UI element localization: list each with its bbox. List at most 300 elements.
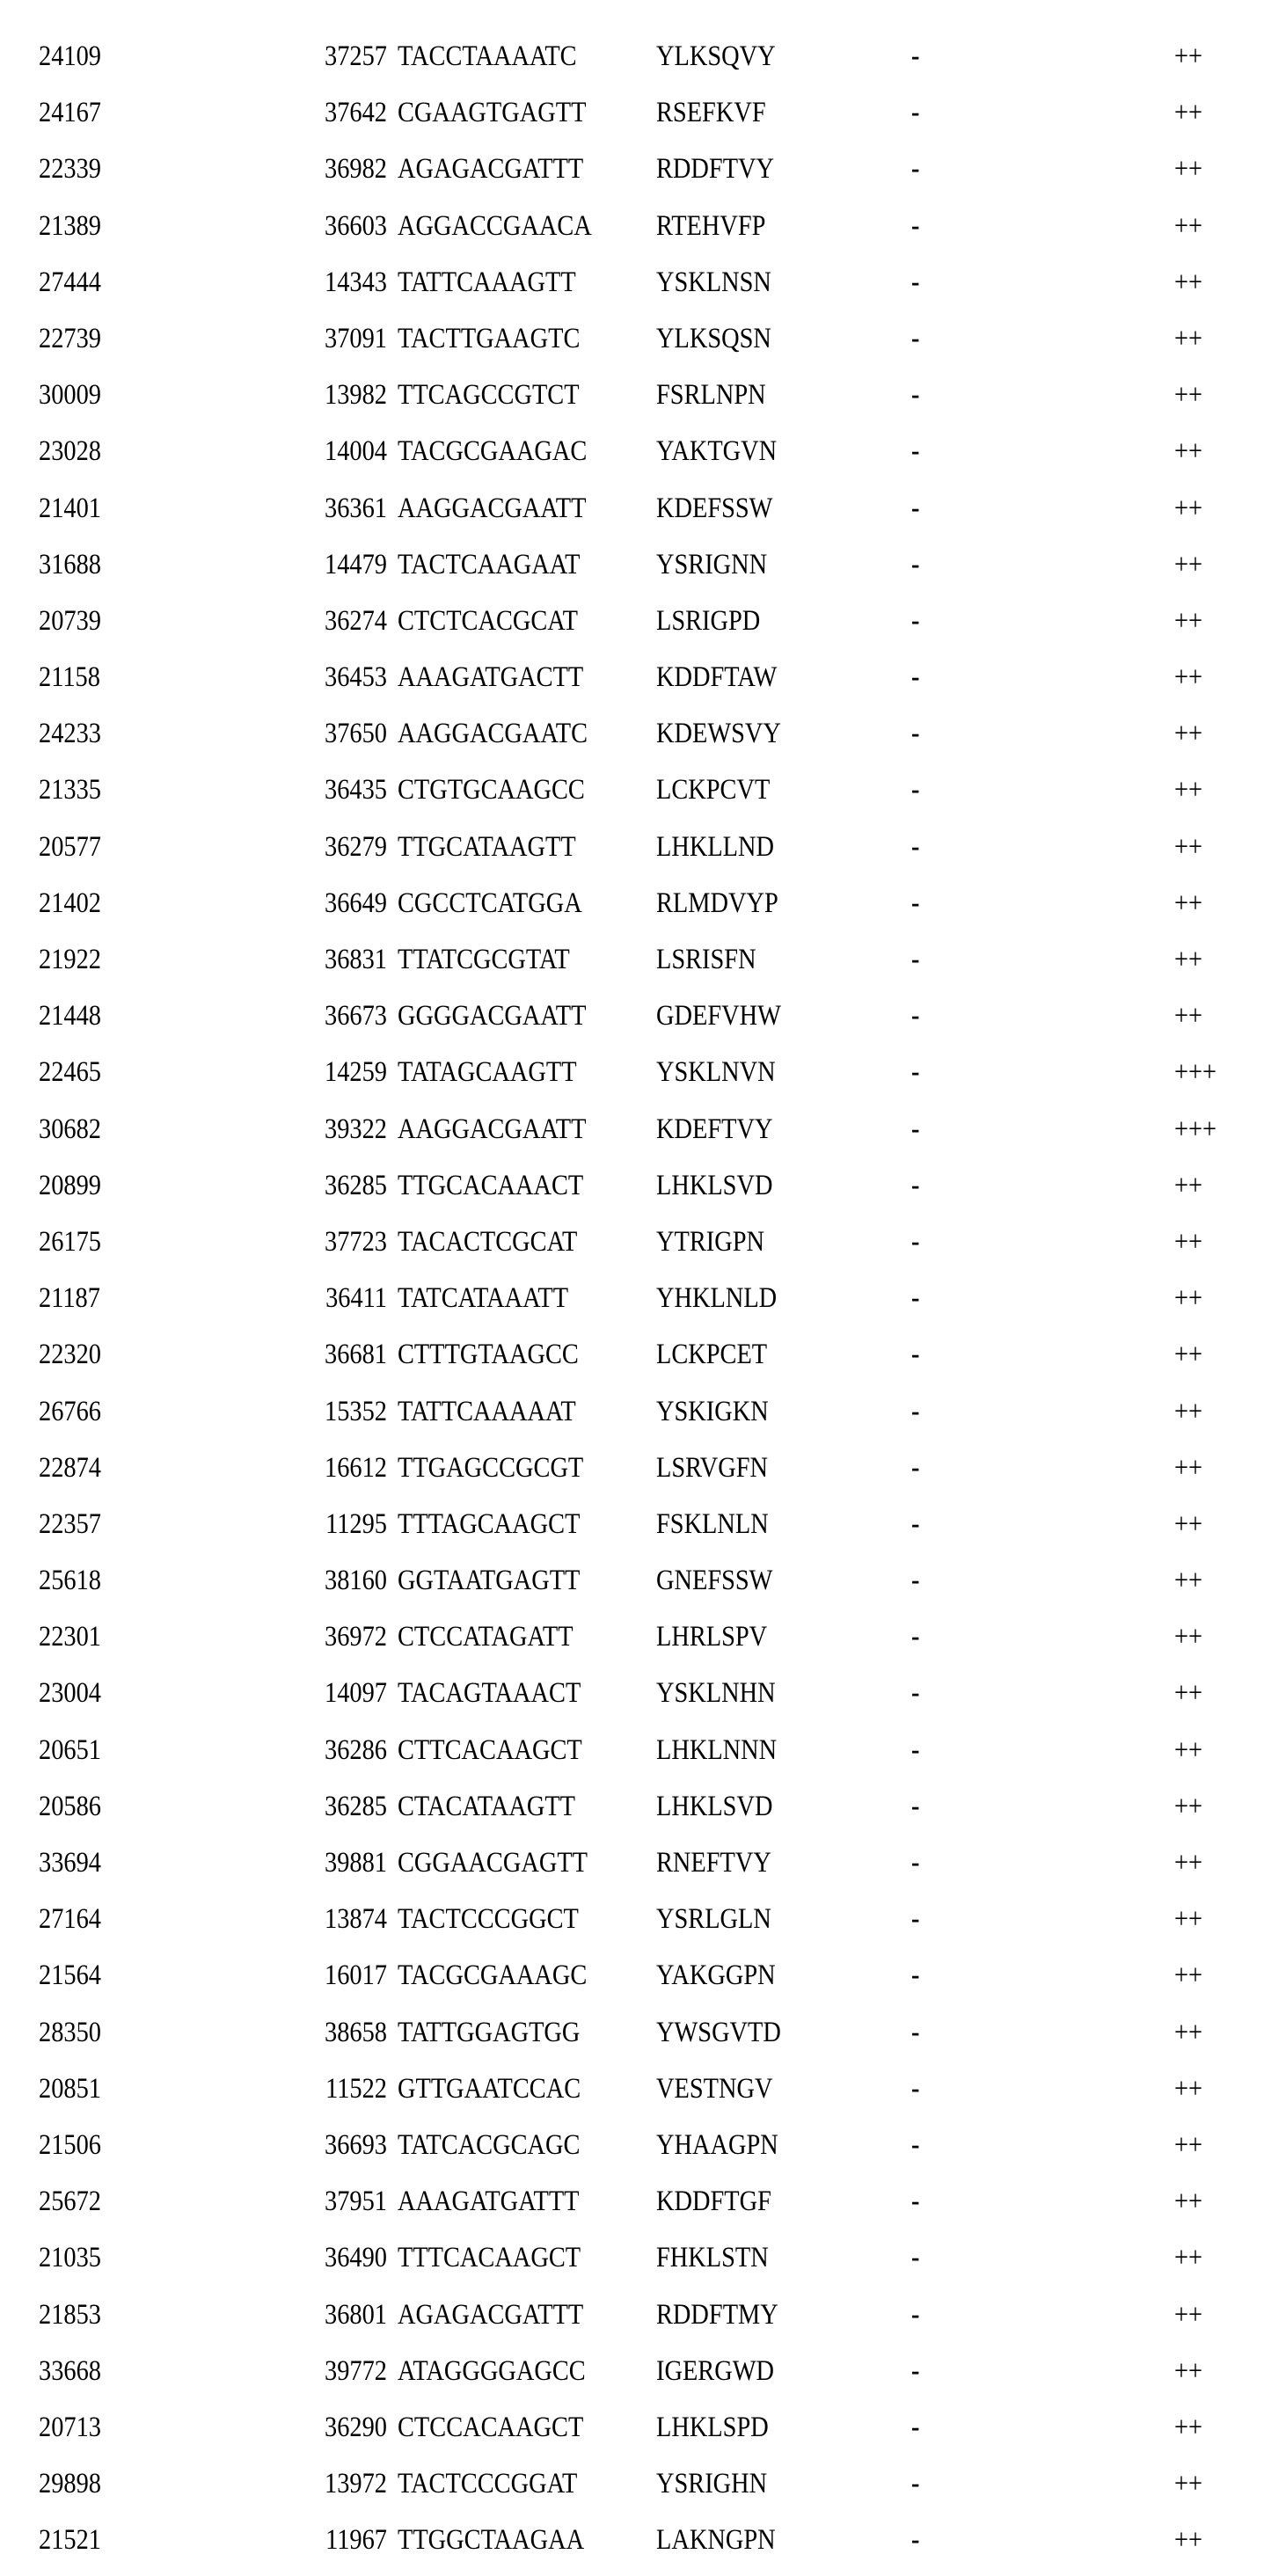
table-row (0, 1894, 1264, 1951)
table-row (0, 2177, 1264, 2233)
nucleotide-cell (398, 1161, 654, 1210)
peptide-sequence: GNEFSSW (656, 1556, 772, 1605)
negative-mark: - (911, 484, 919, 533)
row-id: 21922 (39, 935, 101, 984)
table-row (0, 991, 1264, 1047)
activity-score: ++ (1174, 258, 1202, 307)
table-row (0, 1047, 1264, 1104)
position: 37650 (281, 709, 387, 758)
nucleotide-sequence: TTCAGCCGTCT (398, 370, 580, 420)
row-id: 29898 (39, 2459, 101, 2508)
peptide-sequence: YAKTGVN (656, 427, 777, 476)
negative-mark: - (911, 596, 919, 646)
table-row (0, 1217, 1264, 1273)
nucleotide-cell (398, 201, 654, 251)
nucleotide-sequence: TACTTGAAGTC (398, 314, 580, 363)
peptide-sequence: RDDFTVY (656, 144, 774, 193)
table-row (0, 2290, 1264, 2346)
activity-score: ++ (1174, 1726, 1202, 1775)
nucleotide-sequence: TACGCGAAGAC (398, 427, 587, 476)
position: 36274 (281, 596, 387, 646)
peptide-sequence: YSKLNHN (656, 1668, 776, 1718)
negative-mark: - (911, 2403, 919, 2452)
nucleotide-cell (398, 879, 654, 928)
nucleotide-sequence: TACTCAAGAAT (398, 540, 580, 589)
nucleotide-sequence: TACACTCGCAT (398, 1217, 577, 1266)
negative-mark: - (911, 1217, 919, 1266)
position: 14259 (281, 1047, 387, 1097)
negative-mark: - (911, 1500, 919, 1549)
activity-score: ++ (1174, 2064, 1202, 2113)
nucleotide-sequence: CTCTCACGCAT (398, 596, 578, 646)
peptide-sequence: LSRISFN (656, 935, 756, 984)
activity-score: ++ (1174, 201, 1202, 251)
nucleotide-sequence: TACTCCCGGAT (398, 2459, 577, 2508)
row-id: 27444 (39, 258, 101, 307)
peptide-sequence: RDDFTMY (656, 2290, 778, 2339)
row-id: 27164 (39, 1894, 101, 1944)
negative-mark: - (911, 32, 919, 81)
nucleotide-sequence: AAAGATGACTT (398, 653, 583, 702)
activity-score: ++ (1174, 2290, 1202, 2339)
negative-mark: - (911, 2120, 919, 2170)
activity-score: ++ (1174, 1951, 1202, 2000)
position: 13972 (281, 2459, 387, 2508)
peptide-sequence: KDDFTGF (656, 2177, 771, 2226)
position: 36982 (281, 144, 387, 193)
position: 36972 (281, 1612, 387, 1661)
nucleotide-cell (398, 2064, 654, 2113)
activity-score: ++ (1174, 822, 1202, 872)
peptide-sequence: YAKGGPN (656, 1951, 776, 2000)
negative-mark: - (911, 1894, 919, 1944)
position: 13874 (281, 1894, 387, 1944)
peptide-sequence: YSKLNSN (656, 258, 771, 307)
position: 11967 (281, 2515, 387, 2565)
table-row (0, 1500, 1264, 1556)
nucleotide-cell (398, 1443, 654, 1492)
negative-mark: - (911, 88, 919, 137)
nucleotide-sequence: CTCCATAGATT (398, 1612, 574, 1661)
activity-score: ++ (1174, 653, 1202, 702)
peptide-sequence: RNEFTVY (656, 1838, 771, 1887)
negative-mark: - (911, 935, 919, 984)
activity-score: ++ (1174, 2120, 1202, 2170)
negative-mark: - (911, 258, 919, 307)
negative-mark: - (911, 201, 919, 251)
table-row (0, 709, 1264, 765)
nucleotide-sequence: TACGCGAAAGC (398, 1951, 587, 2000)
position: 14097 (281, 1668, 387, 1718)
row-id: 22339 (39, 144, 101, 193)
peptide-sequence: YTRIGPN (656, 1217, 764, 1266)
nucleotide-cell (398, 653, 654, 702)
row-id: 21521 (39, 2515, 101, 2565)
nucleotide-cell (398, 765, 654, 814)
peptide-sequence: YSRIGNN (656, 540, 767, 589)
activity-score: ++ (1174, 1838, 1202, 1887)
table-row (0, 1161, 1264, 1217)
table-row (0, 2064, 1264, 2120)
position: 37723 (281, 1217, 387, 1266)
peptide-sequence: YHAAGPN (656, 2120, 778, 2170)
row-id: 24109 (39, 32, 101, 81)
peptide-sequence: LHKLNNN (656, 1726, 777, 1775)
position: 39772 (281, 2346, 387, 2396)
nucleotide-sequence: GGTAATGAGTT (398, 1556, 580, 1605)
row-id: 20713 (39, 2403, 101, 2452)
nucleotide-cell (398, 1105, 654, 1154)
table-row (0, 1556, 1264, 1612)
nucleotide-sequence: GTTGAATCCAC (398, 2064, 581, 2113)
nucleotide-cell (398, 2515, 654, 2565)
row-id: 21035 (39, 2233, 101, 2282)
negative-mark: - (911, 2008, 919, 2057)
row-id: 23028 (39, 427, 101, 476)
peptide-sequence: LHKLSVD (656, 1782, 772, 1831)
peptide-sequence: YSRLGLN (656, 1894, 771, 1944)
row-id: 21187 (39, 1273, 100, 1323)
nucleotide-cell (398, 370, 654, 420)
nucleotide-cell (398, 144, 654, 193)
position: 36801 (281, 2290, 387, 2339)
activity-score: ++ (1174, 427, 1202, 476)
row-id: 20899 (39, 1161, 101, 1210)
table-row (0, 1951, 1264, 2007)
negative-mark: - (911, 540, 919, 589)
activity-score: ++ (1174, 765, 1202, 814)
peptide-sequence: YSKLNVN (656, 1047, 776, 1097)
nucleotide-cell (398, 596, 654, 646)
negative-mark: - (911, 991, 919, 1040)
table-row (0, 596, 1264, 653)
table-row (0, 144, 1264, 201)
row-id: 22874 (39, 1443, 101, 1492)
negative-mark: - (911, 2459, 919, 2508)
nucleotide-cell (398, 709, 654, 758)
nucleotide-cell (398, 1951, 654, 2000)
nucleotide-sequence: CTGTGCAAGCC (398, 765, 585, 814)
position: 11522 (281, 2064, 387, 2113)
table-row (0, 1782, 1264, 1838)
activity-score: ++ (1174, 1894, 1202, 1944)
activity-score: ++ (1174, 991, 1202, 1040)
row-id: 22301 (39, 1612, 101, 1661)
peptide-sequence: IGERGWD (656, 2346, 774, 2396)
negative-mark: - (911, 1105, 919, 1154)
position: 36673 (281, 991, 387, 1040)
table-row (0, 935, 1264, 991)
table-row (0, 484, 1264, 540)
activity-score: ++ (1174, 596, 1202, 646)
activity-score: ++ (1174, 2177, 1202, 2226)
nucleotide-cell (398, 935, 654, 984)
row-id: 22465 (39, 1047, 101, 1097)
nucleotide-sequence: AGAGACGATTT (398, 2290, 583, 2339)
activity-score: ++ (1174, 1161, 1202, 1210)
table-row (0, 201, 1264, 258)
nucleotide-cell (398, 540, 654, 589)
peptide-sequence: YSKIGKN (656, 1387, 769, 1436)
nucleotide-cell (398, 1726, 654, 1775)
row-id: 21335 (39, 765, 101, 814)
position: 16612 (281, 1443, 387, 1492)
table-row (0, 427, 1264, 483)
position: 36361 (281, 484, 387, 533)
peptide-sequence: LCKPCVT (656, 765, 770, 814)
table-row (0, 1612, 1264, 1668)
nucleotide-sequence: TTTCACAAGCT (398, 2233, 581, 2282)
position: 15352 (281, 1387, 387, 1436)
row-id: 21853 (39, 2290, 101, 2339)
row-id: 22320 (39, 1330, 101, 1379)
row-id: 21564 (39, 1951, 101, 2000)
row-id: 20851 (39, 2064, 101, 2113)
activity-score: ++ (1174, 1500, 1202, 1549)
position: 39322 (281, 1105, 387, 1154)
nucleotide-sequence: TACAGTAAACT (398, 1668, 581, 1718)
activity-score: ++ (1174, 2233, 1202, 2282)
row-id: 22357 (39, 1500, 101, 1549)
position: 38658 (281, 2008, 387, 2057)
position: 16017 (281, 1951, 387, 2000)
position: 36285 (281, 1782, 387, 1831)
negative-mark: - (911, 879, 919, 928)
peptide-sequence: FHKLSTN (656, 2233, 769, 2282)
table-row (0, 2120, 1264, 2177)
nucleotide-cell (398, 1838, 654, 1887)
nucleotide-sequence: AAGGACGAATC (398, 709, 588, 758)
negative-mark: - (911, 1951, 919, 2000)
negative-mark: - (911, 1443, 919, 1492)
peptide-sequence: VESTNGV (656, 2064, 772, 2113)
nucleotide-sequence: TTATCGCGTAT (398, 935, 570, 984)
negative-mark: - (911, 1047, 919, 1097)
activity-score: ++ (1174, 314, 1202, 363)
activity-score: ++ (1174, 484, 1202, 533)
nucleotide-cell (398, 1556, 654, 1605)
nucleotide-sequence: GGGGACGAATT (398, 991, 586, 1040)
peptide-sequence: GDEFVHW (656, 991, 781, 1040)
activity-score: ++ (1174, 2515, 1202, 2565)
negative-mark: - (911, 2177, 919, 2226)
nucleotide-sequence: CTACATAAGTT (398, 1782, 575, 1831)
row-id: 21448 (39, 991, 101, 1040)
position: 37091 (281, 314, 387, 363)
row-id: 20586 (39, 1782, 101, 1831)
row-id: 26766 (39, 1387, 101, 1436)
row-id: 33668 (39, 2346, 101, 2396)
activity-score: ++ (1174, 1330, 1202, 1379)
position: 36285 (281, 1161, 387, 1210)
table-row (0, 1387, 1264, 1443)
sequence-table (0, 32, 1264, 2572)
activity-score: ++ (1174, 370, 1202, 420)
position: 38160 (281, 1556, 387, 1605)
activity-score: ++ (1174, 1612, 1202, 1661)
table-row (0, 2008, 1264, 2064)
position: 36290 (281, 2403, 387, 2452)
nucleotide-sequence: AAGGACGAATT (398, 1105, 586, 1154)
nucleotide-cell (398, 991, 654, 1040)
position: 36693 (281, 2120, 387, 2170)
peptide-sequence: RLMDVYP (656, 879, 778, 928)
position: 36649 (281, 879, 387, 928)
nucleotide-sequence: TATTCAAAAAT (398, 1387, 576, 1436)
nucleotide-cell (398, 2403, 654, 2452)
table-row (0, 1838, 1264, 1894)
activity-score: ++ (1174, 1443, 1202, 1492)
negative-mark: - (911, 1782, 919, 1831)
nucleotide-sequence: TATCATAAATT (398, 1273, 568, 1323)
table-row (0, 540, 1264, 596)
table-row (0, 2233, 1264, 2289)
peptide-sequence: KDEFTVY (656, 1105, 772, 1154)
nucleotide-sequence: CGAAGTGAGTT (398, 88, 586, 137)
position: 37951 (281, 2177, 387, 2226)
row-id: 21506 (39, 2120, 101, 2170)
activity-score: +++ (1174, 1047, 1217, 1097)
activity-score: ++ (1174, 935, 1202, 984)
peptide-sequence: YHKLNLD (656, 1273, 777, 1323)
table-row (0, 258, 1264, 314)
negative-mark: - (911, 1838, 919, 1887)
row-id: 30009 (39, 370, 101, 420)
nucleotide-cell (398, 2346, 654, 2396)
position: 36681 (281, 1330, 387, 1379)
peptide-sequence: FSRLNPN (656, 370, 766, 420)
negative-mark: - (911, 653, 919, 702)
negative-mark: - (911, 2290, 919, 2339)
nucleotide-sequence: TACCTAAAATC (398, 32, 577, 81)
activity-score: ++ (1174, 2008, 1202, 2057)
position: 36279 (281, 822, 387, 872)
activity-score: ++ (1174, 88, 1202, 137)
negative-mark: - (911, 2346, 919, 2396)
row-id: 21402 (39, 879, 101, 928)
activity-score: ++ (1174, 1782, 1202, 1831)
activity-score: ++ (1174, 2459, 1202, 2508)
nucleotide-sequence: AAGGACGAATT (398, 484, 586, 533)
nucleotide-sequence: CGGAACGAGTT (398, 1838, 588, 1887)
row-id: 21158 (39, 653, 100, 702)
nucleotide-cell (398, 1047, 654, 1097)
nucleotide-cell (398, 2290, 654, 2339)
nucleotide-cell (398, 2120, 654, 2170)
nucleotide-sequence: ATAGGGGAGCC (398, 2346, 586, 2396)
row-id: 20651 (39, 1726, 101, 1775)
negative-mark: - (911, 370, 919, 420)
peptide-sequence: LSRVGFN (656, 1443, 768, 1492)
negative-mark: - (911, 1556, 919, 1605)
nucleotide-cell (398, 1668, 654, 1718)
table-row (0, 88, 1264, 144)
position: 36453 (281, 653, 387, 702)
nucleotide-sequence: TTGAGCCGCGT (398, 1443, 583, 1492)
peptide-sequence: LHKLLND (656, 822, 774, 872)
nucleotide-sequence: AGGACCGAACA (398, 201, 592, 251)
peptide-sequence: KDDFTAW (656, 653, 777, 702)
position: 13982 (281, 370, 387, 420)
negative-mark: - (911, 1161, 919, 1210)
table-row (0, 1726, 1264, 1782)
position: 11295 (281, 1500, 387, 1549)
negative-mark: - (911, 2064, 919, 2113)
peptide-sequence: LSRIGPD (656, 596, 760, 646)
peptide-sequence: KDEFSSW (656, 484, 772, 533)
row-id: 24233 (39, 709, 101, 758)
table-row (0, 1668, 1264, 1725)
peptide-sequence: YLKSQVY (656, 32, 776, 81)
table-row (0, 2515, 1264, 2572)
peptide-sequence: YWSGVTD (656, 2008, 781, 2057)
row-id: 24167 (39, 88, 101, 137)
negative-mark: - (911, 1330, 919, 1379)
position: 39881 (281, 1838, 387, 1887)
peptide-sequence: LAKNGPN (656, 2515, 776, 2565)
negative-mark: - (911, 1387, 919, 1436)
nucleotide-sequence: TATAGCAAGTT (398, 1047, 577, 1097)
nucleotide-cell (398, 1330, 654, 1379)
activity-score: +++ (1174, 1105, 1217, 1154)
negative-mark: - (911, 1668, 919, 1718)
negative-mark: - (911, 822, 919, 872)
table-row (0, 1443, 1264, 1500)
nucleotide-sequence: AGAGACGATTT (398, 144, 583, 193)
negative-mark: - (911, 144, 919, 193)
nucleotide-sequence: CTCCACAAGCT (398, 2403, 583, 2452)
row-id: 22739 (39, 314, 101, 363)
row-id: 20577 (39, 822, 101, 872)
nucleotide-cell (398, 2233, 654, 2282)
nucleotide-cell (398, 1612, 654, 1661)
table-row (0, 370, 1264, 427)
peptide-sequence: LHKLSPD (656, 2403, 769, 2452)
table-row (0, 653, 1264, 709)
nucleotide-sequence: TTGCACAAACT (398, 1161, 583, 1210)
peptide-sequence: YSRIGHN (656, 2459, 767, 2508)
nucleotide-cell (398, 2177, 654, 2226)
nucleotide-sequence: TATTCAAAGTT (398, 258, 576, 307)
activity-score: ++ (1174, 1668, 1202, 1718)
nucleotide-sequence: TTGGCTAAGAA (398, 2515, 584, 2565)
table-row (0, 314, 1264, 370)
negative-mark: - (911, 709, 919, 758)
row-id: 20739 (39, 596, 101, 646)
row-id: 25618 (39, 1556, 101, 1605)
activity-score: ++ (1174, 1217, 1202, 1266)
position: 36435 (281, 765, 387, 814)
table-row (0, 2346, 1264, 2403)
nucleotide-cell (398, 258, 654, 307)
activity-score: ++ (1174, 32, 1202, 81)
nucleotide-cell (398, 32, 654, 81)
peptide-sequence: FSKLNLN (656, 1500, 769, 1549)
nucleotide-sequence: CTTTGTAAGCC (398, 1330, 579, 1379)
peptide-sequence: LCKPCET (656, 1330, 767, 1379)
table-row (0, 1330, 1264, 1386)
activity-score: ++ (1174, 1387, 1202, 1436)
row-id: 21389 (39, 201, 101, 251)
peptide-sequence: RSEFKVF (656, 88, 766, 137)
table-row (0, 1273, 1264, 1330)
row-id: 23004 (39, 1668, 101, 1718)
negative-mark: - (911, 2233, 919, 2282)
negative-mark: - (911, 1273, 919, 1323)
peptide-sequence: RTEHVFP (656, 201, 765, 251)
nucleotide-cell (398, 1782, 654, 1831)
row-id: 28350 (39, 2008, 101, 2057)
